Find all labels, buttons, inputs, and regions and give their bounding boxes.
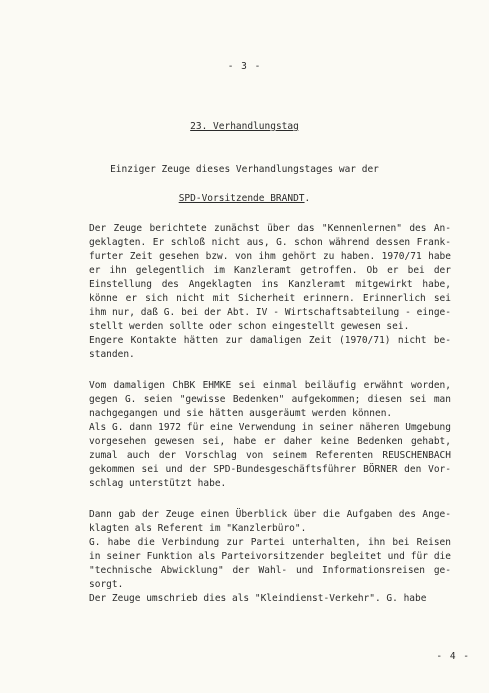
text-line: "technische Abwicklung" der Wahl- und Informationsreisen ge- bbox=[89, 565, 451, 576]
text-line: klagten als Referent im "Kanzlerbüro". bbox=[89, 523, 307, 534]
text-line: Dann gab der Zeuge einen Überblick über die Aufgaben des Ange- bbox=[89, 509, 451, 520]
text-line: geklagten. Er schloß nicht aus, G. schon während dessen Frank- bbox=[89, 237, 451, 248]
text-line: sorgt. bbox=[89, 579, 124, 590]
text-line: in seiner Funktion als Parteivorsitzender begleitet und für die bbox=[89, 551, 451, 562]
witness-name: SPD-Vorsitzende BRANDT bbox=[178, 193, 305, 204]
section-heading bbox=[0, 120, 489, 134]
witness-suffix: . bbox=[304, 193, 311, 204]
page-number: - 3 - bbox=[227, 61, 262, 72]
text-line: Als G. dann 1972 für eine Verwendung in seiner näheren Umgebung bbox=[89, 422, 451, 433]
text-line: Der Zeuge berichtete zunächst über das "Kennenlernen" des An- bbox=[89, 223, 451, 234]
text-line: furter Zeit gesehen bzw. von ihm gehört zu haben. 1970/71 habe bbox=[89, 251, 451, 262]
text-line: Vom damaligen ChBK EHMKE sei einmal beiläufig erwähnt worden, bbox=[89, 380, 451, 391]
paragraph bbox=[89, 222, 451, 362]
text-line: Einstellung des Angeklagten ins Kanzleramt mitgewirkt habe, bbox=[89, 279, 451, 290]
text-line: G. habe die Verbindung zur Partei unterhalten, ihn bei Reisen bbox=[89, 537, 451, 548]
paragraph bbox=[89, 508, 451, 606]
heading-text: 23. Verhandlungstag bbox=[190, 121, 299, 132]
text-line: ihm nur, daß G. bei der Abt. IV - Wirtschaftsabteilung - einge- bbox=[89, 307, 451, 318]
text-line: nachgegangen und sie hätten ausgeräumt werden können. bbox=[89, 408, 393, 419]
text-line: könne er sich nicht mit Sicherheit erinnern. Erinnerlich sei bbox=[89, 293, 451, 304]
text-line: vorgesehen gewesen sei, habe er daher keine Bedenken gehabt, bbox=[89, 436, 451, 447]
text-line: stellt werden sollte oder schon eingestellt gewesen sei. bbox=[89, 321, 410, 332]
intro-line: Einziger Zeuge dieses Verhandlungstages war der bbox=[110, 164, 379, 175]
text-line: zumal auch der Vorschlag von seinem Referenten REUSCHENBACH bbox=[89, 450, 451, 461]
witness-line bbox=[0, 192, 489, 206]
paragraph bbox=[89, 379, 451, 491]
text-line: Engere Kontakte hätten zur damaligen Zeit (1970/71) nicht be- bbox=[89, 335, 451, 346]
text-line: schlag unterstützt habe. bbox=[89, 478, 227, 489]
next-page-marker: - 4 - bbox=[436, 651, 470, 662]
text-line: gekommen sei und der SPD-Bundesgeschäftsführer BÖRNER den Vor- bbox=[89, 464, 451, 475]
text-line: er ihn gelegentlich im Kanzleramt getroffen. Ob er bei der bbox=[89, 265, 451, 276]
text-line: Der Zeuge umschrieb dies als "Kleindienst-Verkehr". G. habe bbox=[89, 593, 427, 604]
text-line: standen. bbox=[89, 349, 135, 360]
text-line: gegen G. seien "gewisse Bedenken" aufgekommen; diesen sei man bbox=[89, 394, 451, 405]
body-text bbox=[89, 222, 451, 606]
paragraph-gap bbox=[89, 491, 451, 508]
paragraph-gap bbox=[89, 362, 451, 379]
